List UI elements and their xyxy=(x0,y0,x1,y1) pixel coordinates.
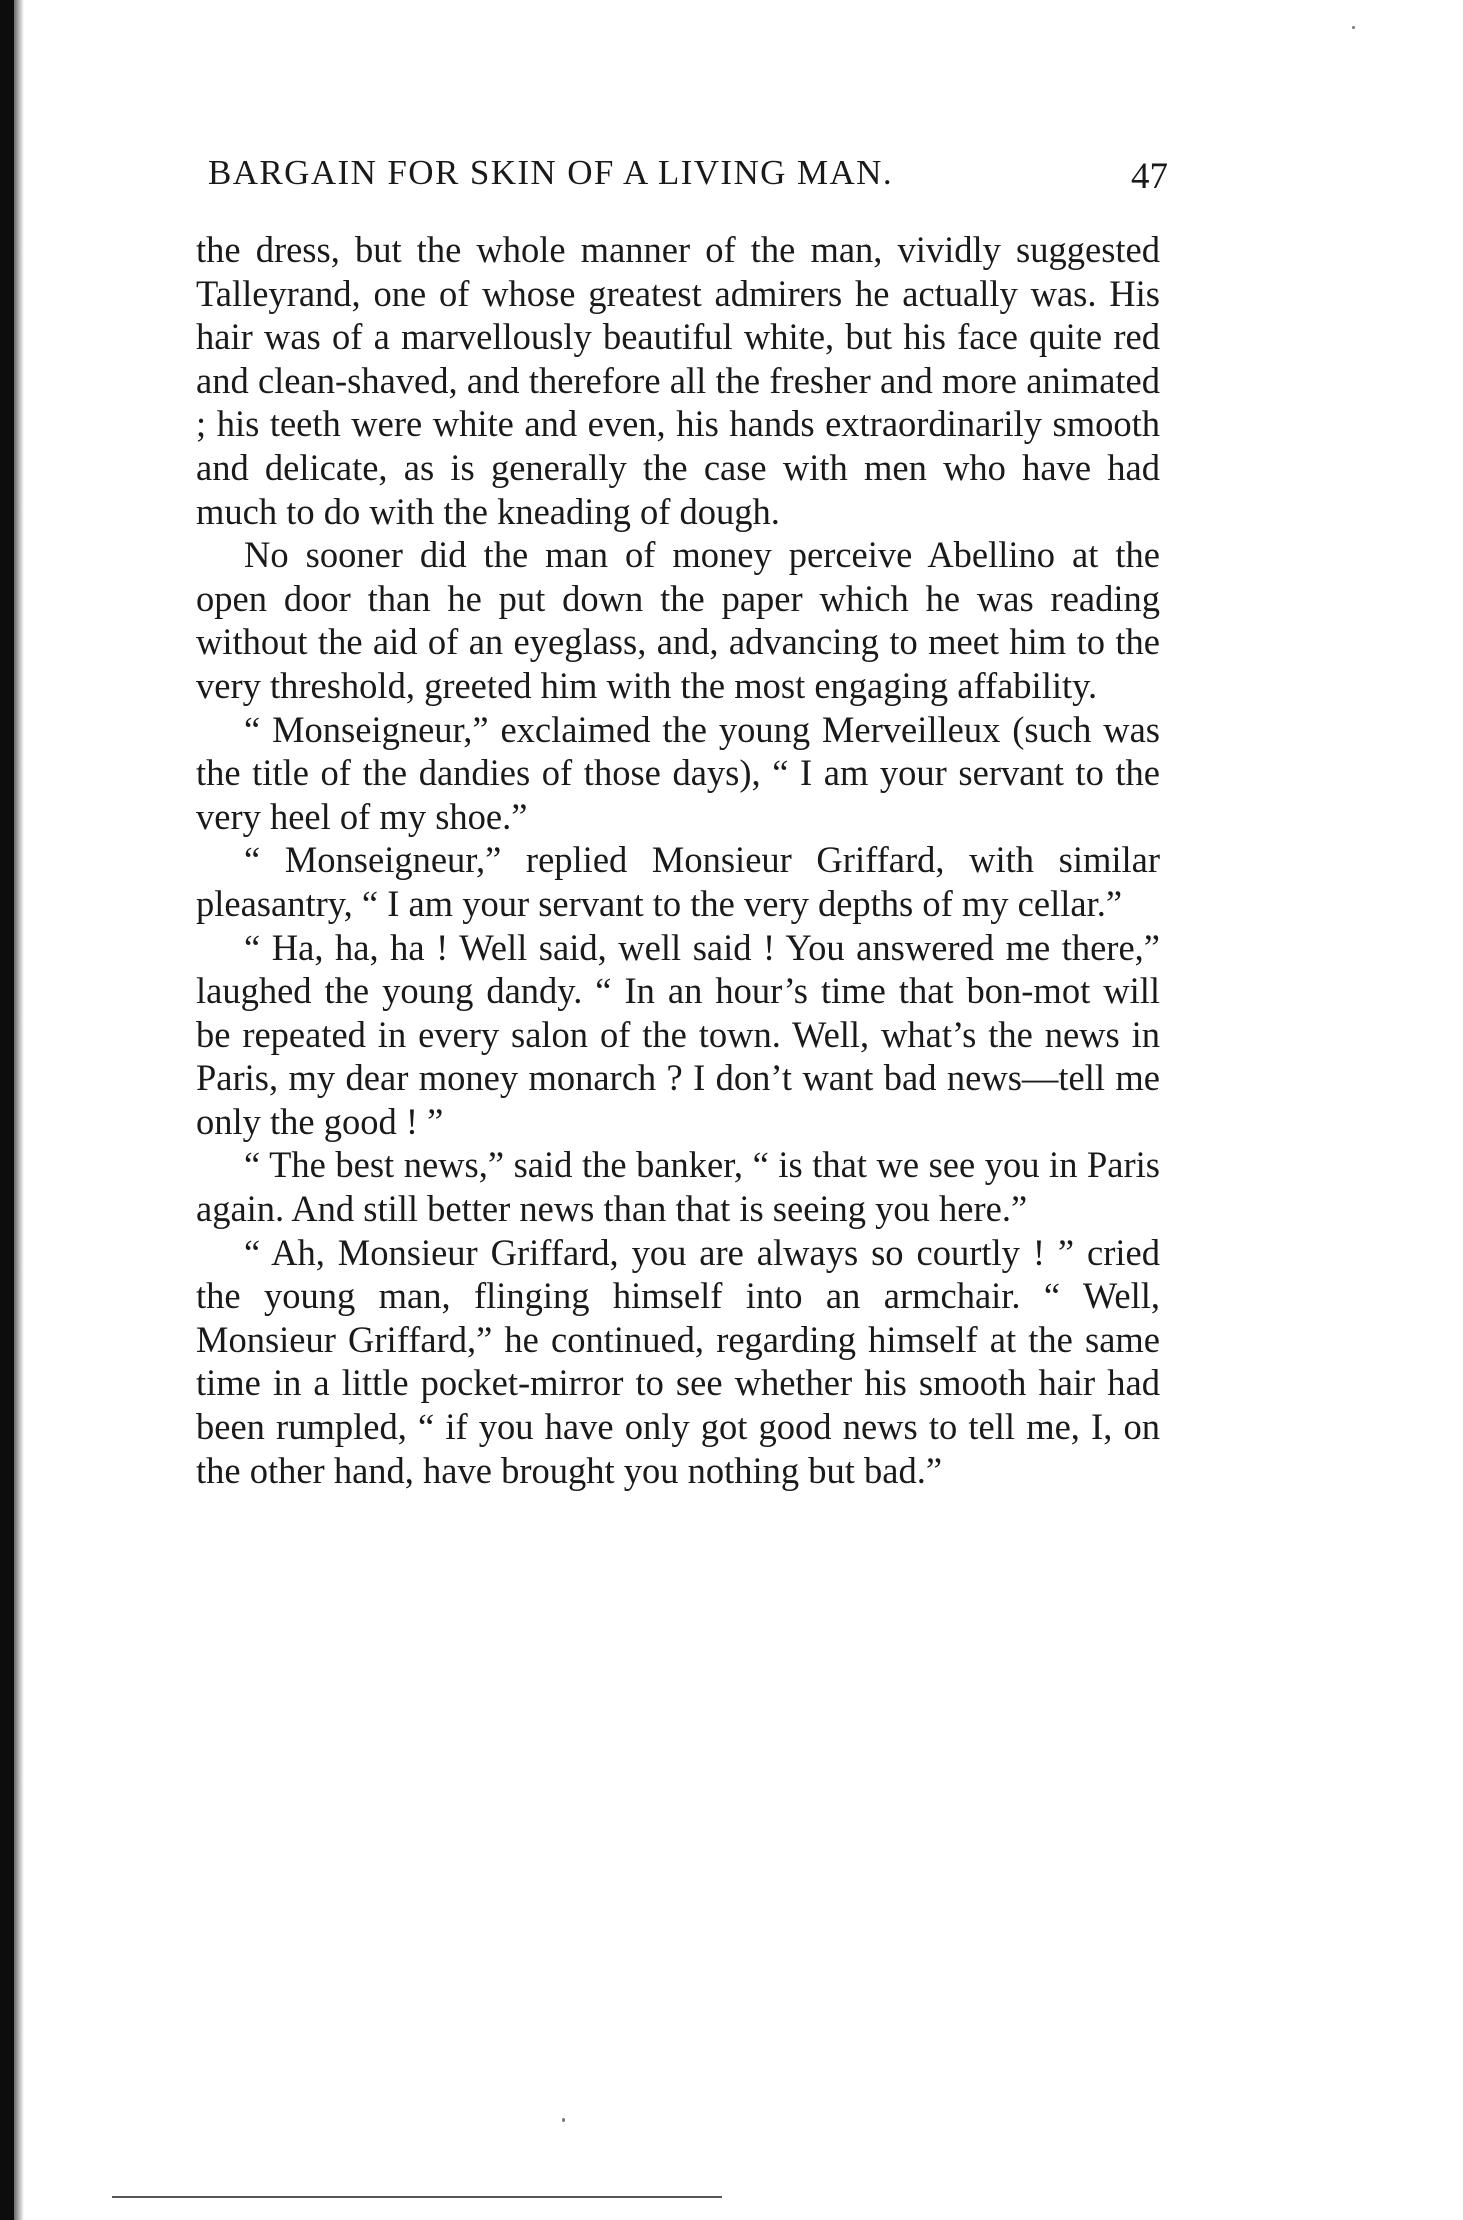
paragraph: “ The best news,” said the banker, “ is that we see you in Paris again. And still better news than that is seeing you here.” xyxy=(196,1144,1160,1230)
binding-shadow xyxy=(14,0,24,2220)
paragraph: “ Ah, Monsieur Griffard, you are always so courtly ! ” cried the young man, flinging himself into an armchair. “ Well, Monsieur Griffard,” he continued, regarding himself at the same time in a little pocket-mirror to see whether his smooth hair had been rumpled, “ if you have only got good news to tell me, I, on the other hand, have brought you nothing but bad.” xyxy=(196,1231,1160,1491)
paragraph: “ Ha, ha, ha ! Well said, well said ! You answered me there,” laughed the young dandy. “ In an hour’s time that bon-mot will be repeated in every salon of the town. Well, what’s the news in Paris, my dear money monarch ? I don’t want bad news—tell me only the good ! ” xyxy=(196,926,1160,1142)
paragraph: No sooner did the man of money perceive Abellino at the open door than he put down the paper which he was reading without the aid of an eyeglass, and, advancing to meet him to the very threshold, greeted him with the most engaging affability. xyxy=(196,534,1160,706)
paragraph-continued: the dress, but the whole manner of the man, vividly suggested Talleyrand, one of whose greatest admirers he actually was. His hair was of a marvellously beautiful white, but his face quite red and clean-shaved, and therefore all the fresher and more animated ; his teeth were white and even, his hands extraordinarily smooth and delicate, as is generally the case with men who have had much to do with the kneading of dough. xyxy=(196,229,1160,532)
page-header xyxy=(208,148,1168,198)
paper-speck xyxy=(562,2118,565,2122)
paper-speck xyxy=(1352,26,1355,29)
running-title: BARGAIN FOR SKIN OF A LIVING MAN. xyxy=(208,153,894,192)
page-bottom-rule xyxy=(112,2196,722,2198)
body-text xyxy=(196,228,1160,1492)
paragraph: “ Monseigneur,” exclaimed the young Merveilleux (such was the title of the dandies of those days), “ I am your servant to the very heel of my shoe.” xyxy=(196,708,1160,837)
paragraph: “ Monseigneur,” replied Monsieur Griffard, with similar pleasantry, “ I am your servant to the very depths of my cellar.” xyxy=(196,839,1160,924)
book-binding-edge xyxy=(0,0,14,2220)
page-number: 47 xyxy=(1131,156,1168,197)
